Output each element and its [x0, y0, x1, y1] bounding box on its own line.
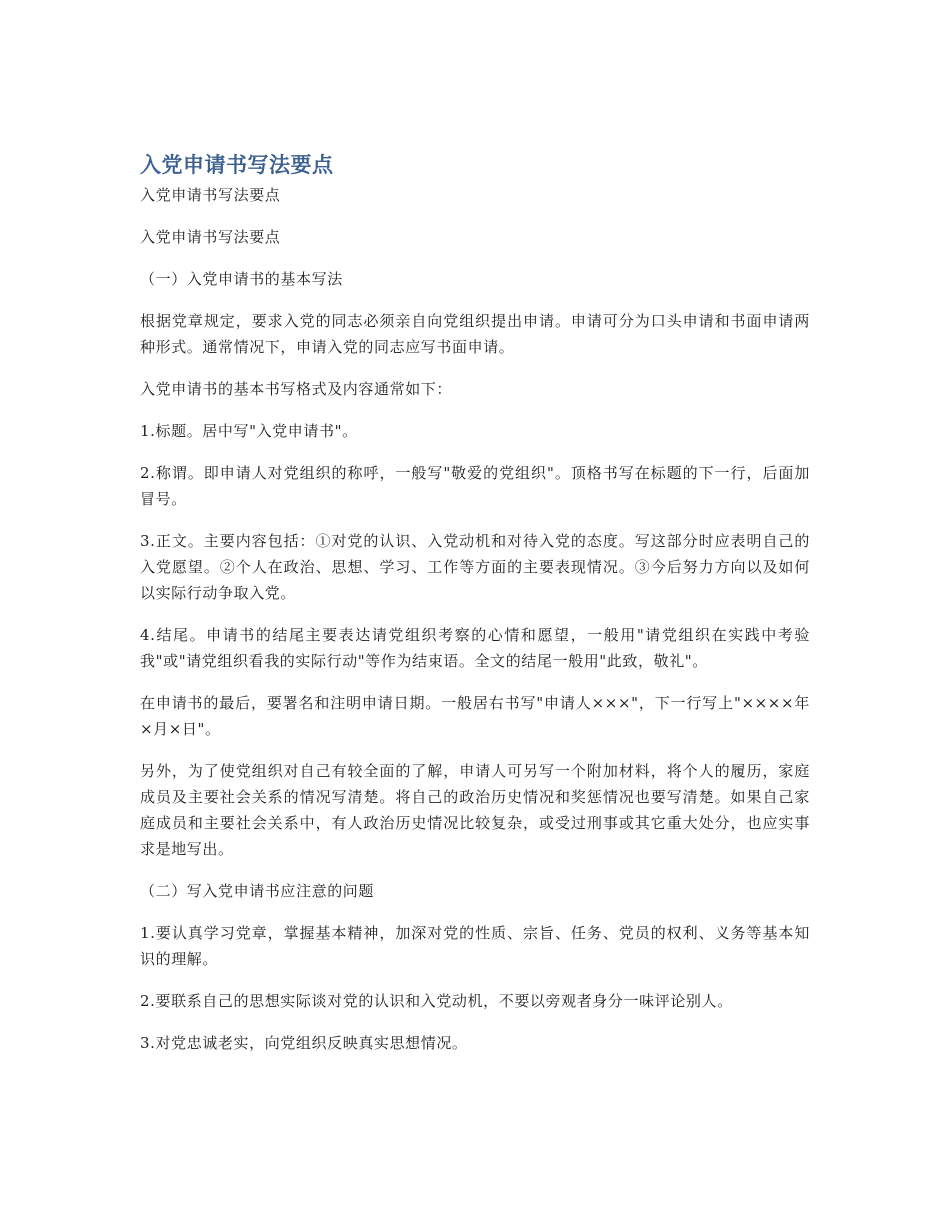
document-title: 入党申请书写法要点 [140, 153, 334, 177]
list-item: 1.要认真学习党章，掌握基本精神，加深对党的性质、宗旨、任务、党员的权利、义务等基本知识的理解。 [140, 924, 810, 968]
paragraph: 在申请书的最后，要署名和注明申请日期。一般居右书写"申请人×××"，下一行写上"××××年×月×日"。 [140, 694, 810, 738]
section-heading-1: （一）入党申请书的基本写法 [140, 270, 343, 288]
paragraph: 另外，为了使党组织对自己有较全面的了解，申请人可另写一个附加材料，将个人的履历，家庭成员及主要社会关系的情况写清楚。将自己的政治历史情况和奖惩情况也要写清楚。如果自己家庭成员和主要社会关系中，有人政治历史情况比较复杂，或受过刑事或其它重大处分，也应实事求是地写出。 [140, 762, 810, 858]
list-item: 2.称谓。即申请人对党组织的称呼，一般写"敬爱的党组织"。顶格书写在标题的下一行，后面加冒号。 [140, 464, 810, 508]
list-item: 3.正文。主要内容包括：①对党的认识、入党动机和对待入党的态度。写这部分时应表明自己的入党愿望。②个人在政治、思想、学习、工作等方面的主要表现情况。③今后努力方向以及如何以实际行动争取入党。 [140, 532, 810, 602]
list-item: 4.结尾。申请书的结尾主要表达请党组织考察的心情和愿望，一般用"请党组织在实践中考验我"或"请党组织看我的实际行动"等作为结束语。全文的结尾一般用"此致，敬礼"。 [140, 626, 810, 670]
section-heading-2: （二）写入党申请书应注意的问题 [140, 882, 375, 900]
paragraph-subtitle: 入党申请书写法要点 [140, 186, 281, 204]
document-page [140, 148, 810, 1072]
list-item: 3.对党忠诚老实，向党组织反映真实思想情况。 [140, 1034, 468, 1052]
list-item: 2.要联系自己的思想实际谈对党的认识和入党动机，不要以旁观者身分一味评论别人。 [140, 992, 733, 1010]
paragraph: 根据党章规定，要求入党的同志必须亲自向党组织提出申请。申请可分为口头申请和书面申请两种形式。通常情况下，申请入党的同志应写书面申请。 [140, 312, 810, 356]
paragraph-subtitle-repeat: 入党申请书写法要点 [140, 228, 281, 246]
list-item: 1.标题。居中写"入党申请书"。 [140, 422, 358, 440]
paragraph: 入党申请书的基本书写格式及内容通常如下： [140, 380, 453, 398]
